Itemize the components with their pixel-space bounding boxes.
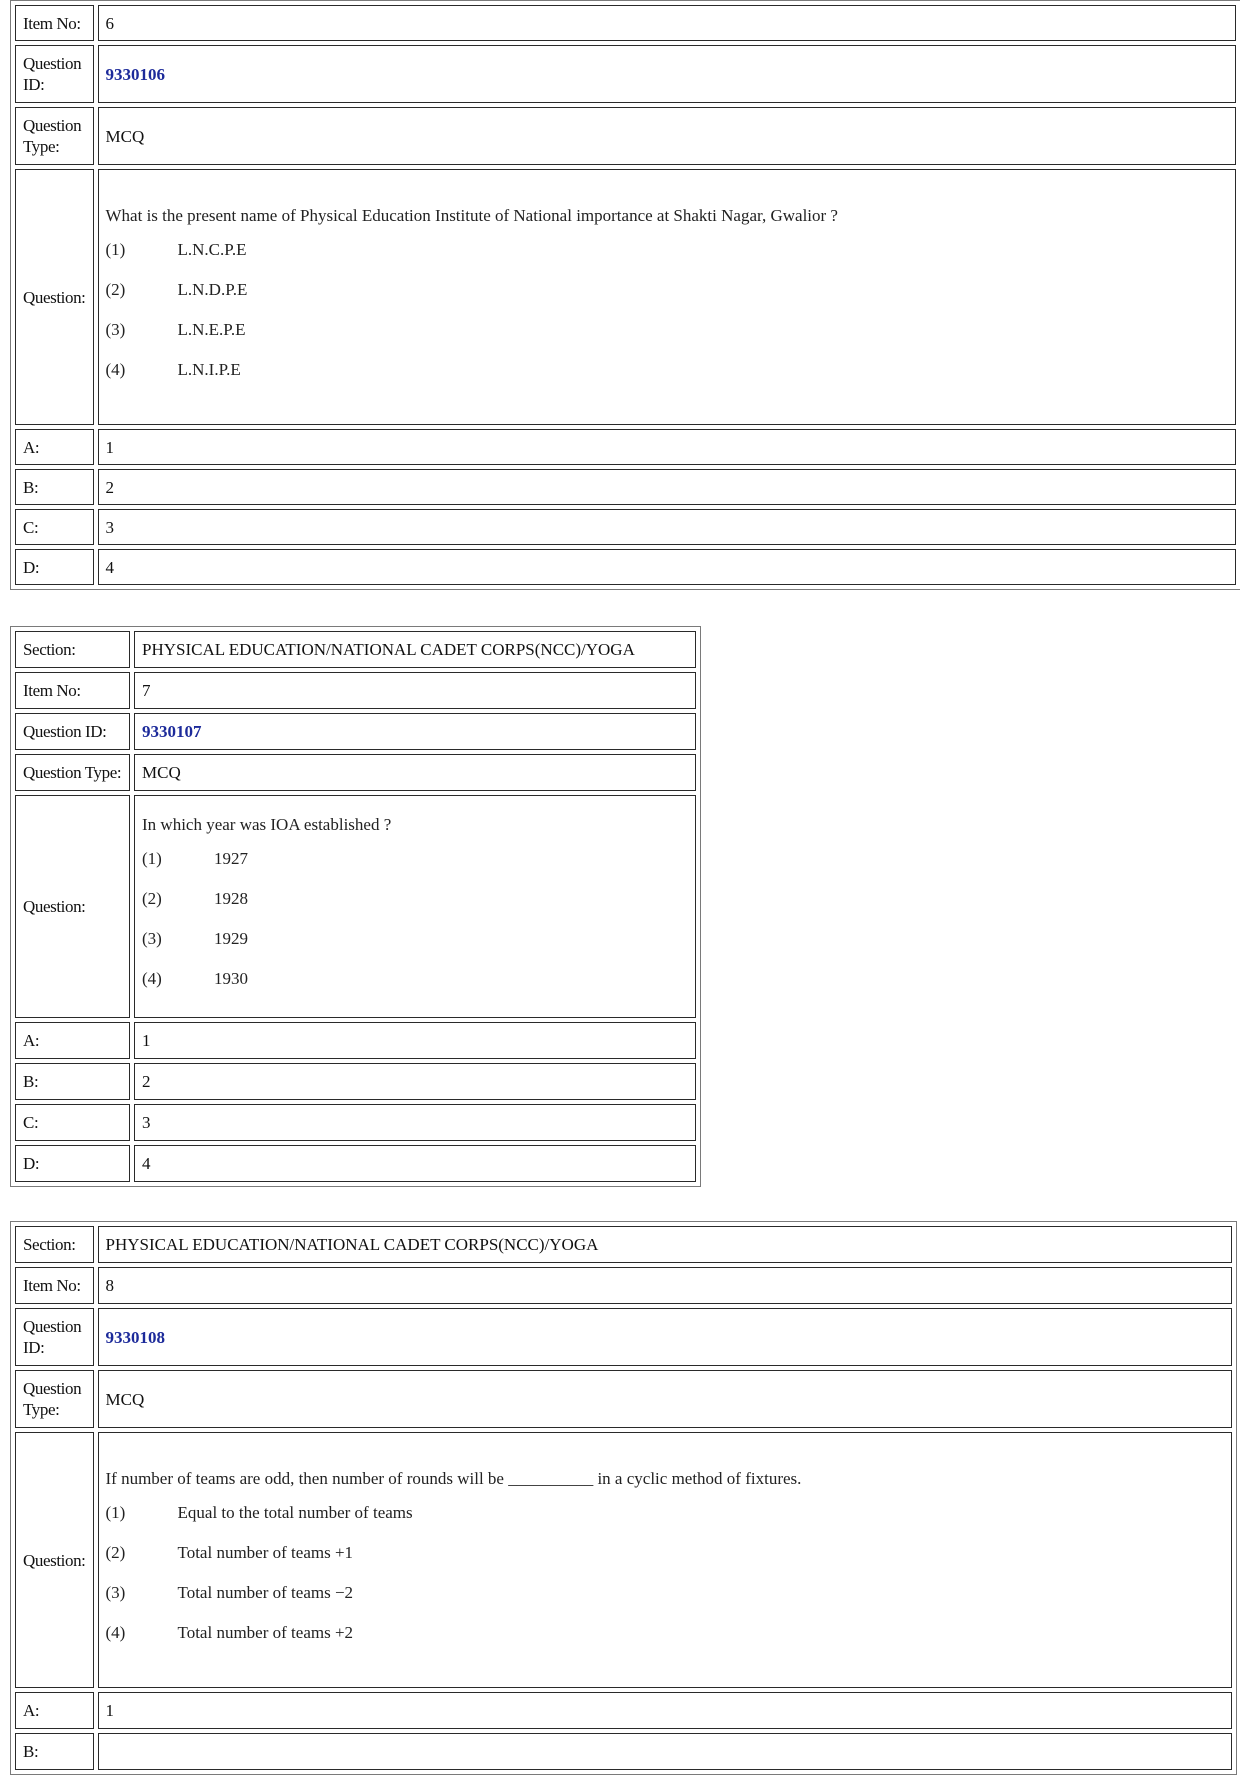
option-text: L.N.D.P.E [177,279,248,299]
option-1 [106,230,1228,270]
question-type-value: MCQ [134,754,696,791]
question-id-value: 9330106 [98,45,1236,103]
option-2 [142,879,688,919]
row-answer-b [15,1063,696,1100]
item-no-label: Item No: [15,672,130,709]
question-type-value: MCQ [98,1370,1232,1428]
answer-a-label: A: [15,1022,130,1059]
section-label: Section: [15,631,130,668]
option-text: L.N.E.P.E [177,319,246,339]
option-number: (3) [142,929,162,948]
option-4 [106,1613,1224,1653]
question-type-label: Question Type: [15,754,130,791]
option-number: (4) [142,969,162,988]
row-item-no [15,672,696,709]
answer-b-value [98,1733,1232,1770]
row-question [15,795,696,1018]
row-question-id [15,713,696,750]
question-label: Question: [15,795,130,1018]
answer-a-value: 1 [98,1692,1232,1729]
answer-c-label: C: [15,509,94,545]
question-id-label: Question ID: [15,1308,94,1366]
option-text: 1930 [214,969,248,988]
option-text: 1929 [214,929,248,948]
answer-d-value: 4 [98,549,1236,585]
option-number: (2) [105,279,126,299]
question-id-label: Question ID: [15,45,94,103]
question-type-value: MCQ [98,107,1236,165]
option-number: (4) [105,1622,126,1642]
option-text: Total number of teams +2 [177,1622,354,1642]
item-no-value: 6 [98,5,1236,41]
answer-d-label: D: [15,1145,130,1182]
row-question-id [15,45,1236,103]
answer-a-value: 1 [98,429,1236,465]
option-text: 1927 [214,849,248,868]
row-answer-a [15,1022,696,1059]
question-type-label: Question Type: [15,107,94,165]
answer-a-label: A: [15,1692,94,1729]
row-answer-a [15,1692,1232,1729]
option-number: (1) [105,1502,126,1522]
option-2 [106,270,1228,310]
row-item-no [15,1267,1232,1304]
item-no-label: Item No: [15,5,94,41]
answer-d-label: D: [15,549,94,585]
item-no-value: 7 [134,672,696,709]
question-label: Question: [15,1432,94,1688]
row-answer-b [15,1733,1232,1770]
question-body [98,1432,1232,1688]
question-label: Question: [15,169,94,425]
section-label: Section: [15,1226,94,1263]
item-no-value: 8 [98,1267,1232,1304]
answer-a-value: 1 [134,1022,696,1059]
option-3 [106,1573,1224,1613]
answer-a-label: A: [15,429,94,465]
option-number: (2) [105,1542,126,1562]
row-section [15,1226,1232,1263]
item-no-label: Item No: [15,1267,94,1304]
answer-b-value: 2 [134,1063,696,1100]
answer-d-value: 4 [134,1145,696,1182]
answer-b-label: B: [15,469,94,505]
option-text: Total number of teams −2 [177,1582,354,1602]
question-type-label: Question Type: [15,1370,94,1428]
option-1 [142,839,688,879]
question-table-item-6 [10,0,1240,590]
option-3 [106,310,1228,350]
option-text: L.N.C.P.E [177,239,247,259]
answer-b-label: B: [15,1733,94,1770]
option-number: (3) [105,1582,126,1602]
option-1 [106,1493,1224,1533]
question-body [134,795,696,1018]
option-number: (4) [105,359,126,379]
answer-b-value: 2 [98,469,1236,505]
row-item-no [15,5,1236,41]
option-text: 1928 [214,889,248,908]
option-number: (3) [105,319,126,339]
answer-b-label: B: [15,1063,130,1100]
row-question-id [15,1308,1232,1366]
option-3 [142,919,688,959]
section-value: PHYSICAL EDUCATION/NATIONAL CADET CORPS(NCC)/YOGA [134,631,696,668]
option-text: Total number of teams +1 [177,1542,354,1562]
answer-c-label: C: [15,1104,130,1141]
option-number: (2) [142,889,162,908]
row-answer-d [15,1145,696,1182]
question-id-value: 9330107 [134,713,696,750]
question-table-item-7 [10,626,701,1187]
option-2 [106,1533,1224,1573]
option-number: (1) [142,849,162,868]
row-question [15,1432,1232,1688]
question-body [98,169,1236,425]
option-text: L.N.I.P.E [177,359,241,379]
question-stem: If number of teams are odd, then number of rounds will be __________ in a cyclic method of fixtures. [105,1468,802,1488]
answer-c-value: 3 [134,1104,696,1141]
question-stem: In which year was IOA established ? [142,815,392,834]
row-answer-c [15,509,1236,545]
option-text: Equal to the total number of teams [177,1502,413,1522]
row-question [15,169,1236,425]
option-4 [142,959,688,999]
row-question-type [15,754,696,791]
option-number: (1) [105,239,126,259]
row-question-type [15,1370,1232,1428]
question-id-value: 9330108 [98,1308,1232,1366]
answer-c-value: 3 [98,509,1236,545]
row-section [15,631,696,668]
row-answer-a [15,429,1236,465]
option-4 [106,350,1228,390]
question-table-item-8 [10,1221,1237,1775]
row-answer-c [15,1104,696,1141]
row-answer-b [15,469,1236,505]
section-value: PHYSICAL EDUCATION/NATIONAL CADET CORPS(NCC)/YOGA [98,1226,1232,1263]
row-answer-d [15,549,1236,585]
question-id-label: Question ID: [15,713,130,750]
row-question-type [15,107,1236,165]
question-stem: What is the present name of Physical Education Institute of National importance at Shakti Nagar, Gwalior ? [105,205,838,225]
